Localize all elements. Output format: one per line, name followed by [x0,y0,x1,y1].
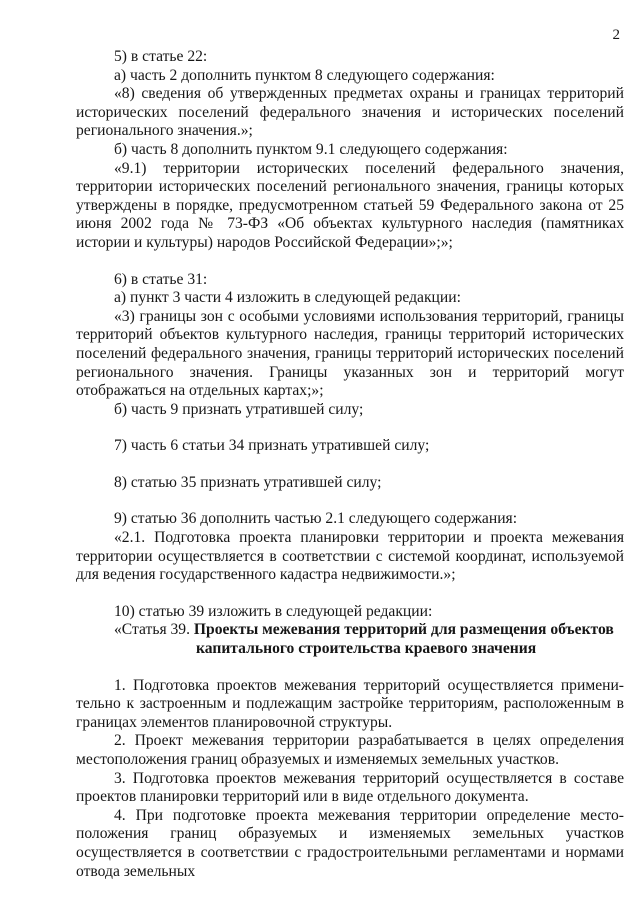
paragraph: 5) в статье 22: [114,48,208,65]
article-item: 2. Проект межевания территории разрабатывается в целях определения местоположения границ образуемых и изменяемых земельных участков. [76,732,624,768]
paragraph: 10) статью 39 изложить в следующей редакции: [114,602,433,620]
article-item: 1. Подготовка проектов межевания территорий осуществляется примени-тельно к застроенным и подлежащим застройке территориям, расположенным в границах элементов планировочной структуры. [76,676,624,731]
paragraph: а) часть 2 дополнить пунктом 8 следующего содержания: [114,66,495,84]
paragraph: «3) границы зон с особыми условиями использования территорий, границы территорий объектов культурного наследия, границы территорий исторических поселений федерального значения, границы территорий исторических поселений регионального значения. Границы указанных зон и территорий могут отображаться на отдельных картах;»; [76,307,624,400]
article-heading [76,621,624,640]
article-title-line2: капитального строительства краевого значения [196,640,537,658]
article-item: 4. При подготовке проекта межевания территории определение место-положения границ образуемых и изменяемых земельных участков осуществляется в соответствии с градостроительными регламентами и нормами отвода земельных [76,806,624,880]
paragraph: б) часть 9 признать утратившей силу; [114,400,364,418]
page-number: 2 [612,27,620,43]
article-prefix: «Статья 39. [114,621,194,639]
paragraph: 9) статью 36 дополнить частью 2.1 следующего содержания: [114,510,518,528]
paragraph: 7) часть 6 статьи 34 признать утратившей силу; [114,437,430,455]
paragraph: «8) сведения об утвержденных предметах охраны и границах территорий исторических поселений федерального значения и исторических поселений регионального значения.»; [76,85,624,140]
paragraph: б) часть 8 дополнить пунктом 9.1 следующего содержания: [114,140,508,158]
document-body [76,48,624,881]
paragraph: а) пункт 3 части 4 изложить в следующей редакции: [114,289,461,307]
paragraph: 8) статью 35 признать утратившей силу; [114,473,382,491]
article-title-line1: Проекты межевания территорий для размещения объектов [193,621,614,639]
article-item: 3. Подготовка проектов межевания территорий осуществляется в составе проектов планировки территорий или в виде отдельного документа. [76,769,624,806]
paragraph: «9.1) территории исторических поселений федерального значения, территории исторических поселений регионального значения, границы которых утверждены в порядке, предусмотренном статьей 59 Федерального закона от 25 июня 2002 года № 73-ФЗ «Об объектах культурного наследия (памятниках истории и культуры) народов Российской Федерации»;»; [76,159,624,251]
paragraph: 6) в статье 31: [114,270,208,288]
paragraph: «2.1. Подготовка проекта планировки территории и проекта межевания территории осуществляется в соответствии с системой координат, используемой для ведения государственного кадастра недвижимости.»; [76,529,624,584]
